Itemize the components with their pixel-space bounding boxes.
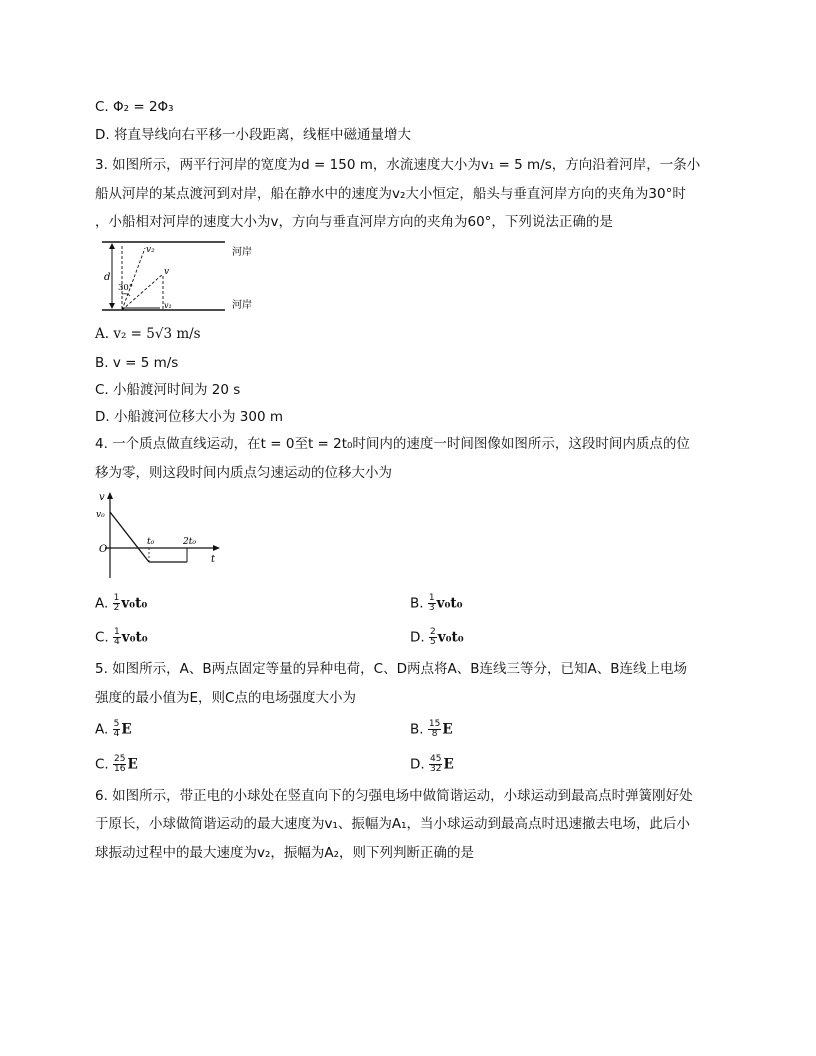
q4-option-c-tail: v₀t₀	[121, 629, 148, 646]
q5-option-d-tail: E	[443, 756, 454, 773]
q6-stem-line2: 于原长，小球做简谐运动的最大速度为v₁、振幅为A₁，当小球运动到最高点时迅速撤去电场，此后小	[95, 816, 691, 832]
q6-stem-line3: 球振动过程中的最大速度为v₂，振幅为A₂，则下列判断正确的是	[95, 845, 475, 861]
q4-fig-v: v	[99, 492, 105, 503]
q3-fig-angle: 30°	[118, 283, 134, 293]
q4-option-b-tail: v₀t₀	[436, 595, 463, 612]
q4-vt-graph	[95, 490, 225, 582]
q3-stem-line3: ，小船相对河岸的速度大小为v，方向与垂直河岸方向的夹角为60°，下列说法正确的是	[95, 214, 613, 230]
q3-fig-d: d	[104, 272, 111, 283]
q5-option-d-den: 32	[429, 764, 442, 774]
q5-option-d-label: D.	[410, 756, 429, 773]
q2-option-d: D. 将直导线向右平移一小段距离，线框中磁通量增大	[95, 127, 411, 143]
q4-option-a-label: A.	[95, 595, 113, 612]
q4-option-d-den: 5	[429, 637, 436, 647]
q5-option-a-den: 4	[113, 729, 120, 739]
q5-option-d-num: 45	[429, 754, 442, 764]
q5-option-d	[410, 755, 454, 774]
q5-option-c-den: 16	[114, 764, 126, 774]
q3-option-c: C. 小船渡河时间为 20 s	[95, 382, 241, 398]
q6-stem-line1: 6. 如图所示，带正电的小球处在竖直向下的匀强电场中做简谐运动，小球运动到最高点时弹簧刚好处	[95, 788, 693, 804]
q4-fig-origin: O	[99, 544, 108, 555]
q4-option-c-den: 4	[114, 637, 120, 647]
q4-stem-line1: 4. 一个质点做直线运动，在t = 0至t = 2t₀时间内的速度一时间图像如图所示，这段时间内质点的位	[95, 436, 690, 452]
q4-option-b-den: 3	[428, 603, 435, 613]
q3-fig-v1: v₁	[164, 301, 172, 310]
q5-option-c	[95, 755, 138, 774]
q5-option-b-num: 15	[428, 719, 441, 729]
q3-option-d: D. 小船渡河位移大小为 300 m	[95, 409, 283, 425]
q4-option-d	[410, 628, 464, 647]
q5-option-b-tail: E	[442, 721, 453, 738]
q5-option-c-tail: E	[127, 756, 138, 773]
q4-fig-t: t	[211, 554, 216, 565]
q4-option-b-label: B.	[410, 595, 428, 612]
q4-option-a-tail: v₀t₀	[121, 595, 148, 612]
q3-fig-bank-top: 河岸	[232, 247, 252, 258]
q4-fig-2t0: 2t₀	[183, 537, 196, 547]
q3-fig-v: v	[164, 267, 170, 277]
q4-option-a	[95, 594, 147, 613]
q4-stem-line2: 移为零，则这段时间内质点匀速运动的位移大小为	[95, 465, 392, 481]
q4-option-a-num: 1	[113, 593, 120, 603]
q4-option-b-num: 1	[428, 593, 435, 603]
q5-option-b-label: B.	[410, 721, 428, 738]
q5-option-b-den: 8	[431, 729, 438, 739]
q3-fig-bank-bottom: 河岸	[232, 300, 252, 311]
q5-option-c-num: 25	[114, 754, 126, 764]
q5-option-a-label: A.	[95, 721, 113, 738]
q4-option-c	[95, 628, 148, 647]
q4-option-a-den: 2	[113, 603, 120, 613]
q4-fig-v0: v₀	[96, 510, 105, 520]
q4-option-d-label: D.	[410, 629, 429, 646]
q4-fig-t0: t₀	[147, 537, 155, 547]
q3-river-figure	[100, 238, 270, 316]
q5-option-a-num: 5	[113, 719, 120, 729]
q2-option-c: C. Φ₂ = 2Φ₃	[95, 99, 174, 115]
q5-option-c-label: C.	[95, 756, 114, 773]
q4-option-d-tail: v₀t₀	[437, 629, 464, 646]
q5-stem-line1: 5. 如图所示，A、B两点固定等量的异种电荷，C、D两点将A、B连线三等分，已知A、B连线上电场	[95, 661, 687, 677]
q3-stem-line2: 船从河岸的某点渡河到对岸，船在静水中的速度为v₂大小恒定，船头与垂直河岸方向的夹角为30°时	[95, 186, 686, 202]
q3-fig-v2: v₂	[146, 245, 155, 255]
q4-option-b	[410, 594, 463, 613]
q4-option-c-label: C.	[95, 629, 114, 646]
q3-stem-line1: 3. 如图所示，两平行河岸的宽度为d = 150 m，水流速度大小为v₁ = 5 m/s，方向沿着河岸，一条小	[95, 157, 701, 173]
q4-option-d-num: 2	[429, 627, 436, 637]
q3-option-a: A. v₂ = 5√3 m/s	[95, 326, 201, 342]
q5-option-a	[95, 720, 132, 739]
q5-option-a-tail: E	[121, 721, 132, 738]
q5-stem-line2: 强度的最小值为E，则C点的电场强度大小为	[95, 690, 356, 706]
q4-option-c-num: 1	[114, 627, 120, 637]
q5-option-b	[410, 720, 453, 739]
q3-option-b: B. v = 5 m/s	[95, 355, 179, 371]
